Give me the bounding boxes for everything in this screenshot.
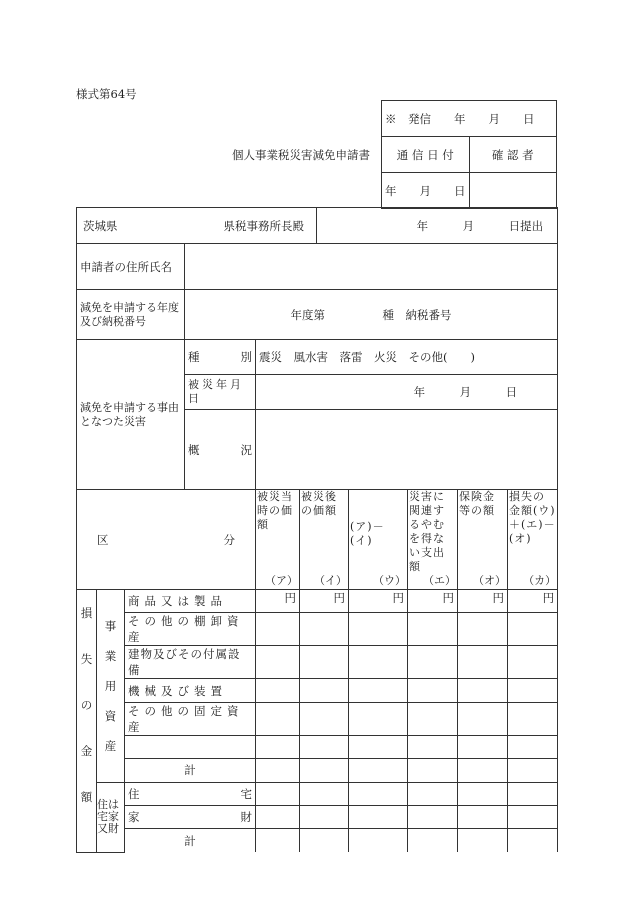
- yen-unit: 円: [333, 591, 345, 605]
- amount-cell[interactable]: [349, 782, 408, 805]
- amount-cell[interactable]: [300, 829, 349, 852]
- amount-cell[interactable]: [458, 759, 508, 782]
- amount-cell[interactable]: [408, 702, 458, 735]
- amount-cell[interactable]: [300, 805, 349, 828]
- amount-cell[interactable]: [349, 702, 408, 735]
- situation-label-1: 概: [188, 442, 200, 457]
- amount-cell[interactable]: [408, 759, 458, 782]
- business-row-label: その他の固定資産: [125, 702, 256, 735]
- form-number: 様式第64号: [76, 87, 137, 101]
- home-row-label: 住: [128, 786, 140, 801]
- col-header-label: 被災当時の価額: [257, 490, 293, 531]
- home-label-line: 住は: [97, 798, 119, 812]
- applicant-label: 申請者の住所氏名: [77, 244, 185, 290]
- home-row-label: 宅: [240, 786, 252, 801]
- kind-label-2: 別: [240, 350, 252, 364]
- amount-cell[interactable]: [458, 679, 508, 702]
- amount-cell[interactable]: [508, 805, 558, 828]
- col-header-code: （イ）: [314, 574, 347, 587]
- amount-cell[interactable]: [256, 829, 300, 852]
- amount-cell[interactable]: [408, 805, 458, 828]
- amount-cell[interactable]: [508, 679, 558, 702]
- amount-cell[interactable]: [256, 590, 300, 613]
- amount-cell[interactable]: [458, 805, 508, 828]
- amount-cell[interactable]: [508, 829, 558, 852]
- subtotal-label: 計: [125, 829, 256, 852]
- amount-cell[interactable]: [300, 759, 349, 782]
- kind-label-1: 種: [188, 350, 200, 364]
- amount-cell[interactable]: [300, 782, 349, 805]
- amount-cell[interactable]: [256, 613, 300, 646]
- yen-unit: 円: [492, 591, 504, 605]
- date-label: 被災年月日: [185, 375, 256, 410]
- amount-cell[interactable]: [458, 782, 508, 805]
- kakunin-label: 確 認 者: [469, 137, 557, 173]
- amount-cell[interactable]: [508, 646, 558, 679]
- submission-date[interactable]: 年 月 日提出: [416, 218, 544, 233]
- amount-cell[interactable]: [508, 613, 558, 646]
- business-label-char: 用: [104, 678, 117, 693]
- kind-field[interactable]: 震災 風水害 落雷 火災 その他( ): [256, 340, 558, 375]
- amount-cell[interactable]: [349, 590, 408, 613]
- subtotal-label: 計: [125, 759, 256, 782]
- business-row-label: その他の棚卸資産: [125, 613, 256, 646]
- amount-cell[interactable]: [508, 702, 558, 735]
- business-label-char: 産: [104, 738, 117, 753]
- amount-cell[interactable]: [508, 759, 558, 782]
- amount-cell[interactable]: [408, 679, 458, 702]
- amount-cell[interactable]: [300, 679, 349, 702]
- yen-unit: 円: [392, 591, 404, 605]
- business-row-label: 建物及びその付属設備: [125, 646, 256, 679]
- home-label-line: 宅家: [97, 810, 119, 824]
- applicant-field[interactable]: [185, 244, 558, 290]
- kakunin-field[interactable]: [469, 173, 557, 209]
- kubun-label-1: 区: [97, 532, 109, 547]
- col-header-code: （ウ）: [373, 574, 406, 587]
- col-header-code: （ア）: [265, 574, 298, 587]
- col-header-code: （カ）: [523, 574, 557, 587]
- date-field[interactable]: 年 月 日: [256, 375, 558, 410]
- loss-label-char: 損: [80, 606, 93, 620]
- home-label-line: 又財: [97, 822, 119, 836]
- business-label-char: 業: [104, 648, 117, 663]
- amount-cell[interactable]: [349, 805, 408, 828]
- col-header-label: 被災後の価額: [301, 490, 337, 517]
- amount-cell[interactable]: [458, 590, 508, 613]
- home-row-label: 財: [240, 810, 252, 825]
- amount-cell[interactable]: [300, 613, 349, 646]
- yen-unit: 円: [284, 591, 296, 605]
- amount-cell[interactable]: [508, 590, 558, 613]
- amount-cell[interactable]: [349, 613, 408, 646]
- loss-label-char: 失: [80, 652, 93, 666]
- amount-cell[interactable]: [408, 590, 458, 613]
- amount-cell[interactable]: [256, 782, 300, 805]
- col-header-label: 災害に関連するやむを得ない支出額: [409, 490, 445, 573]
- business-label-char: 資: [104, 708, 117, 723]
- business-label-char: 事: [104, 618, 117, 633]
- amount-cell[interactable]: [349, 679, 408, 702]
- prefecture: 茨城県: [83, 218, 118, 233]
- col-header-label: (ア)－(イ): [350, 520, 385, 547]
- amount-cell[interactable]: [408, 646, 458, 679]
- col-header-label: 保険金等の額: [459, 490, 495, 517]
- amount-cell[interactable]: [256, 679, 300, 702]
- amount-cell[interactable]: [349, 759, 408, 782]
- amount-cell[interactable]: [349, 829, 408, 852]
- year-field[interactable]: 年度第 種 納税番号: [185, 290, 558, 340]
- business-row-label: 機械及び装置: [125, 679, 256, 702]
- disaster-label: 減免を申請する事由となつた災害: [77, 340, 185, 490]
- loss-label-char: の: [80, 698, 93, 712]
- amount-cell[interactable]: [458, 646, 508, 679]
- amount-cell[interactable]: [508, 735, 558, 758]
- amount-cell[interactable]: [408, 829, 458, 852]
- amount-cell[interactable]: [256, 702, 300, 735]
- amount-cell[interactable]: [458, 702, 508, 735]
- business-row-label: [125, 735, 256, 758]
- amount-cell[interactable]: [458, 613, 508, 646]
- application-table: [76, 207, 558, 853]
- amount-cell[interactable]: [300, 646, 349, 679]
- yen-unit: 円: [442, 591, 454, 605]
- yen-unit: 円: [542, 591, 555, 605]
- amount-cell[interactable]: [300, 735, 349, 758]
- office-use-box: [381, 100, 557, 209]
- amount-cell[interactable]: [300, 702, 349, 735]
- amount-cell[interactable]: [256, 805, 300, 828]
- amount-cell[interactable]: [349, 646, 408, 679]
- amount-cell[interactable]: [458, 829, 508, 852]
- amount-cell[interactable]: [458, 735, 508, 758]
- hassin-cell: ※ 発信 年 月 日: [382, 101, 557, 137]
- form-title: 個人事業税災害減免申請書: [232, 148, 370, 162]
- addressee: 県税事務所長殿: [223, 218, 304, 233]
- amount-cell[interactable]: [408, 735, 458, 758]
- amount-cell[interactable]: [349, 735, 408, 758]
- amount-cell[interactable]: [408, 613, 458, 646]
- amount-cell[interactable]: [408, 782, 458, 805]
- amount-cell[interactable]: [256, 646, 300, 679]
- amount-cell[interactable]: [256, 759, 300, 782]
- situation-field[interactable]: [256, 410, 558, 490]
- loss-label-char: 金: [80, 744, 93, 758]
- year-label: 減免を申請する年度及び納税番号: [77, 290, 185, 340]
- situation-label-2: 況: [240, 442, 252, 457]
- amount-cell[interactable]: [300, 590, 349, 613]
- col-header-label: 損失の金額(ウ)＋(エ)－(オ): [509, 490, 556, 545]
- amount-cell[interactable]: [508, 782, 558, 805]
- col-header-code: （オ）: [473, 574, 506, 587]
- amount-cell[interactable]: [256, 735, 300, 758]
- home-row-label: 家: [128, 810, 140, 825]
- col-header-code: （エ）: [423, 574, 456, 587]
- tsushin-label: 通 信 日 付: [382, 137, 470, 173]
- kubun-label-2: 分: [223, 532, 235, 547]
- business-row-label: 商品又は製品: [125, 590, 256, 613]
- tsushin-date: 年 月 日: [382, 173, 470, 209]
- loss-label-char: 額: [80, 790, 93, 804]
